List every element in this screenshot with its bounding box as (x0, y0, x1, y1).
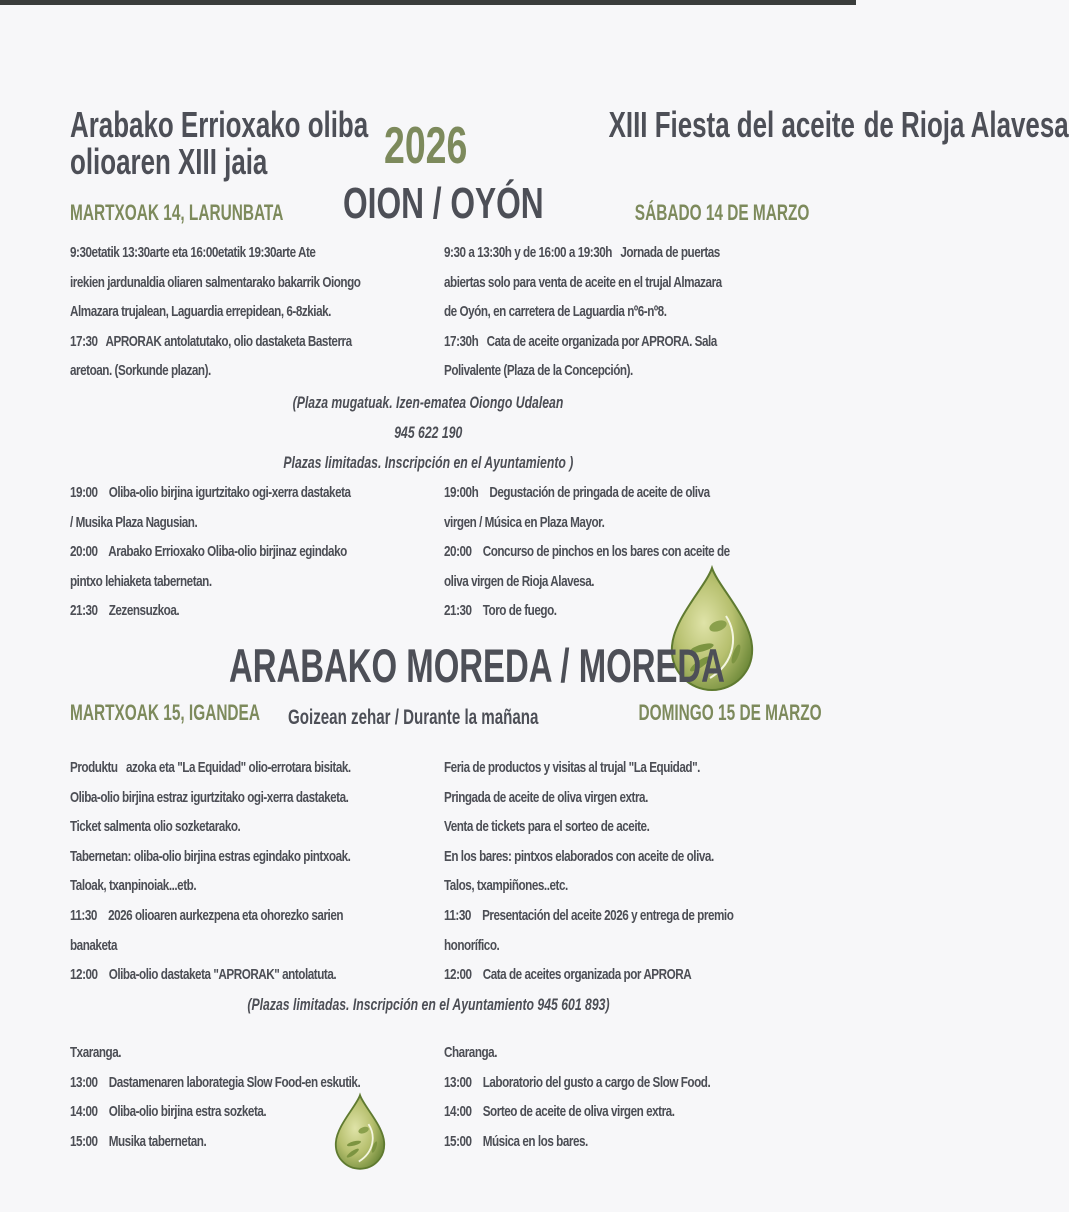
schedule-line: 21:30 Toro de fuego. (444, 602, 557, 620)
schedule-line: 13:00 Laboratorio del gusto a cargo de Slow Food. (444, 1073, 711, 1091)
schedule-line: 12:00 Cata de aceites organizada por APRORA (444, 966, 692, 984)
schedule-line: Tabernetan: oliba-olio birjina estras egindako pintxoak. (70, 847, 351, 865)
oyon-registration-note (0, 388, 856, 478)
schedule-line: En los bares: pintxos elaborados con aceite de oliva. (444, 847, 714, 865)
schedule-line: Venta de tickets para el sorteo de aceite. (444, 818, 650, 836)
schedule-line: 15:00 Musika tabernetan. (70, 1132, 207, 1150)
olive-oil-drop-icon (332, 1094, 388, 1170)
schedule-line: 21:30 Zezensuzkoa. (70, 602, 180, 620)
moreda-basque-morning (70, 753, 419, 990)
schedule-line: 19:00 Oliba-olio birjina igurtzitako ogi-xerra dastaketa (70, 484, 351, 501)
year (384, 118, 500, 174)
basque-date (70, 200, 375, 226)
schedule-line: 20:00 Concurso de pinchos en los bares con aceite de (444, 543, 730, 561)
moreda-title (229, 640, 937, 692)
moreda-title-text: ARABAKO MOREDA / MOREDA (229, 639, 725, 692)
note-line: (Plaza mugatuak. Izen-ematea Oiongo Udalean (292, 393, 564, 412)
schedule-line: virgen / Música en Plaza Mayor. (444, 513, 605, 531)
schedule-line: oliva virgen de Rioja Alavesa. (444, 572, 595, 590)
oyon-basque-evening (70, 478, 419, 626)
schedule-line: 11:30 2026 olioaren aurkezpena eta ohorezko sarien (70, 906, 344, 924)
schedule-line: 13:00 Dastamenaren laborategia Slow Food-en eskutik. (70, 1073, 361, 1091)
schedule-line: 14:00 Oliba-olio birjina estra sozketa. (70, 1103, 267, 1121)
moreda-subtitle-text: Goizean zehar / Durante la mañana (288, 706, 539, 729)
schedule-line: Charanga. (444, 1044, 498, 1061)
schedule-line: 17:30 APRORAK antolatutako, olio dastaketa Basterra (70, 332, 352, 350)
schedule-line: de Oyón, en carretera de Laguardia nº6-nº8. (444, 303, 667, 321)
spanish-title (540, 104, 1069, 145)
schedule-line: Taloak, txanpinoiak...etb. (70, 877, 197, 895)
schedule-line: Feria de productos y visitas al trujal "La Equidad". (444, 759, 700, 776)
schedule-line: abiertas solo para venta de aceite en el trujal Almazara (444, 273, 722, 291)
schedule-line: 19:00h Degustación de pringada de aceite de oliva (444, 484, 710, 501)
schedule-line: honorífico. (444, 936, 500, 954)
note-phone: 945 622 190 (393, 423, 463, 442)
spanish-date (560, 200, 810, 226)
schedule-line: Talos, txampiñones..etc. (444, 877, 568, 895)
schedule-line: 17:30h Cata de aceite organizada por APRORA. Sala (444, 332, 717, 350)
schedule-line: 11:30 Presentación del aceite 2026 y entrega de premio (444, 906, 734, 924)
schedule-line: Produktu azoka eta "La Equidad" olio-errotara bisitak. (70, 759, 351, 776)
basque-title-line1: Arabako Errioxako oliba (70, 104, 369, 145)
schedule-line: 9:30 a 13:30h y de 16:00 a 19:30h Jornada de puertas (444, 244, 720, 261)
schedule-line: 14:00 Sorteo de aceite de oliva virgen extra. (444, 1103, 675, 1121)
schedule-line: banaketa (70, 936, 117, 954)
schedule-line: Oliba-olio birjina estraz igurtzitako ogi-xerra dastaketa. (70, 788, 349, 806)
basque-date-text: MARTXOAK 14, LARUNBATA (70, 200, 284, 225)
schedule-line: / Musika Plaza Nagusian. (70, 513, 198, 531)
basque-title-line2: olioaren XIII jaia (70, 141, 268, 182)
schedule-line: 9:30etatik 13:30arte eta 16:00etatik 19:30arte Ate (70, 244, 316, 261)
spanish-title-line1: XIII Fiesta del aceite (608, 104, 855, 145)
spanish-date-text: SÁBADO 14 DE MARZO (634, 200, 810, 225)
schedule-line: 12:00 Oliba-olio dastaketa "APRORAK" antolatuta. (70, 966, 337, 984)
schedule-line: aretoan. (Sorkunde plazan). (70, 362, 211, 380)
spanish-title-line2: de Rioja Alavesa (863, 104, 1069, 145)
schedule-line: 20:00 Arabako Errioxako Oliba-olio birjinaz egindako (70, 543, 347, 561)
oyon-basque-schedule (70, 238, 419, 386)
location-text: OION / OYÓN (343, 179, 544, 228)
moreda-spanish-afternoon (444, 1038, 793, 1156)
note-line: Plazas limitadas. Inscripción en el Ayuntamiento ) (282, 453, 573, 472)
scan-top-edge (0, 0, 856, 5)
moreda-spanish-date-text: DOMINGO 15 DE MARZO (638, 700, 822, 725)
moreda-spanish-morning (444, 753, 793, 990)
schedule-line: Polivalente (Plaza de la Concepción). (444, 362, 633, 380)
oyon-spanish-schedule (444, 238, 793, 386)
schedule-line: Pringada de aceite de oliva virgen extra. (444, 788, 648, 806)
moreda-spanish-date (560, 700, 822, 726)
schedule-line: 15:00 Música en los bares. (444, 1132, 588, 1150)
schedule-line: Txaranga. (70, 1044, 122, 1061)
moreda-basque-date-text: MARTXOAK 15, IGANDEA (70, 700, 260, 725)
schedule-line: pintxo lehiaketa tabernetan. (70, 572, 212, 590)
schedule-line: Almazara trujalean, Laguardia errepidean, 6-8zkiak. (70, 303, 331, 321)
year-text: 2026 (384, 117, 468, 175)
schedule-line: irekien jardunaldia oliaren salmentarako bakarrik Oiongo (70, 273, 361, 291)
moreda-registration-note (0, 990, 856, 1020)
note-line: (Plazas limitadas. Inscripción en el Ayuntamiento 945 601 893) (246, 995, 610, 1014)
schedule-line: Ticket salmenta olio sozketarako. (70, 818, 241, 836)
